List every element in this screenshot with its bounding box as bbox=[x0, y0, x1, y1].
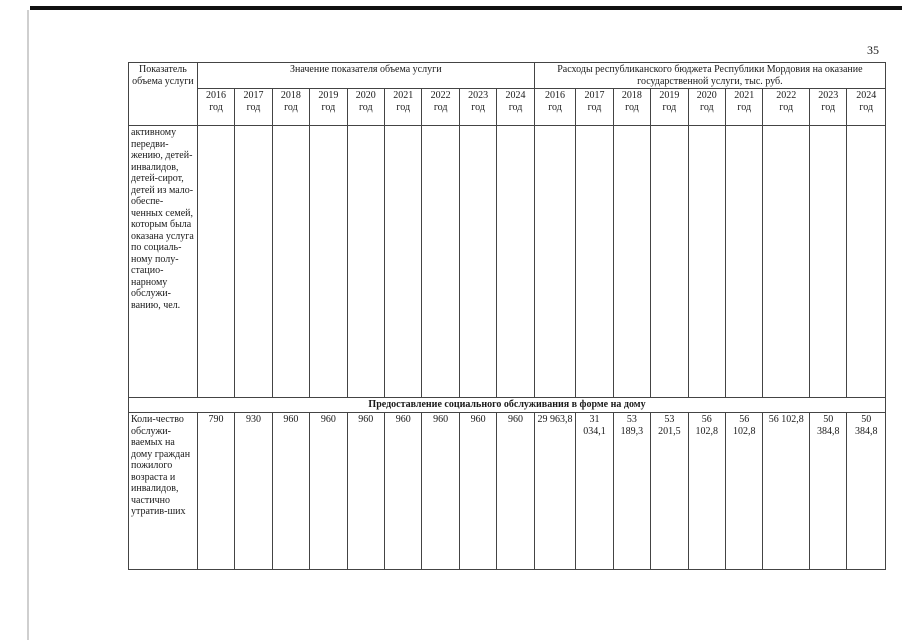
expense-year-header-2017: 2017 год bbox=[576, 89, 613, 126]
volume-year-header-2018: 2018 год bbox=[272, 89, 309, 126]
volume-year-header-2022: 2022 год bbox=[422, 89, 459, 126]
volume-value-2024: 960 bbox=[497, 413, 534, 570]
expense-value-2016: 29 963,8 bbox=[534, 413, 575, 570]
volume-value-2017: 930 bbox=[235, 413, 272, 570]
expense-year-header-2020: 2020 год bbox=[688, 89, 725, 126]
expense-year-header-2021: 2021 год bbox=[726, 89, 763, 126]
expense-value-2020: 56 102,8 bbox=[688, 413, 725, 570]
volume-value-2019: 960 bbox=[310, 413, 347, 570]
volume-value-2016: 790 bbox=[197, 413, 234, 570]
table-row-2 bbox=[129, 413, 886, 570]
expense-value-2022: 56 102,8 bbox=[763, 413, 810, 570]
volume-year-header-2024: 2024 год bbox=[497, 89, 534, 126]
volume-year-header-2021: 2021 год bbox=[384, 89, 421, 126]
expense-value-2017: 31 034,1 bbox=[576, 413, 613, 570]
volume-year-header-2020: 2020 год bbox=[347, 89, 384, 126]
header-expense-group: Расходы республиканского бюджета Республики Мордовия на оказание государственной услуги, тыс. руб. bbox=[534, 63, 885, 89]
expense-value-2021: 56 102,8 bbox=[726, 413, 763, 570]
row2-label: Коли-чество обслужи-ваемых на дому граждан пожилого возраста и инвалидов, частично утратив-ших bbox=[129, 413, 198, 570]
expense-year-header-2024: 2024 год bbox=[847, 89, 886, 126]
section-title: Предоставление социального обслуживания в форме на дому bbox=[129, 398, 886, 413]
expense-year-header-2022: 2022 год bbox=[763, 89, 810, 126]
row1-label: активному передви-жению, детей-инвалидов, детей-сирот, детей из мало-обеспе-ченных семей, которым была оказана услуга по социаль-ному полу-стацио-нарному обслужи-ванию, чел. bbox=[129, 126, 198, 398]
header-indicator: Показатель объема услуги bbox=[129, 63, 198, 126]
volume-year-header-2023: 2023 год bbox=[459, 89, 496, 126]
expense-value-2018: 53 189,3 bbox=[613, 413, 650, 570]
expense-value-2019: 53 201,5 bbox=[651, 413, 688, 570]
volume-year-header-2019: 2019 год bbox=[310, 89, 347, 126]
volume-value-2021: 960 bbox=[384, 413, 421, 570]
volume-value-2018: 960 bbox=[272, 413, 309, 570]
volume-year-header-2017: 2017 год bbox=[235, 89, 272, 126]
expense-year-header-2019: 2019 год bbox=[651, 89, 688, 126]
expense-year-header-2023: 2023 год bbox=[810, 89, 847, 126]
section-row bbox=[129, 398, 886, 413]
volume-year-header-2016: 2016 год bbox=[197, 89, 234, 126]
header-volume-group: Значение показателя объема услуги bbox=[197, 63, 534, 89]
expense-value-2024: 50 384,8 bbox=[847, 413, 886, 570]
expense-year-header-2016: 2016 год bbox=[534, 89, 575, 126]
table-row-1 bbox=[129, 126, 886, 398]
expense-year-header-2018: 2018 год bbox=[613, 89, 650, 126]
left-border-line bbox=[27, 10, 29, 640]
page-number: 35 bbox=[867, 43, 879, 57]
header-year-row bbox=[129, 89, 886, 126]
top-border-line bbox=[30, 6, 902, 10]
expenses-table bbox=[128, 62, 886, 570]
volume-value-2020: 960 bbox=[347, 413, 384, 570]
volume-value-2023: 960 bbox=[459, 413, 496, 570]
expense-value-2023: 50 384,8 bbox=[810, 413, 847, 570]
volume-value-2022: 960 bbox=[422, 413, 459, 570]
